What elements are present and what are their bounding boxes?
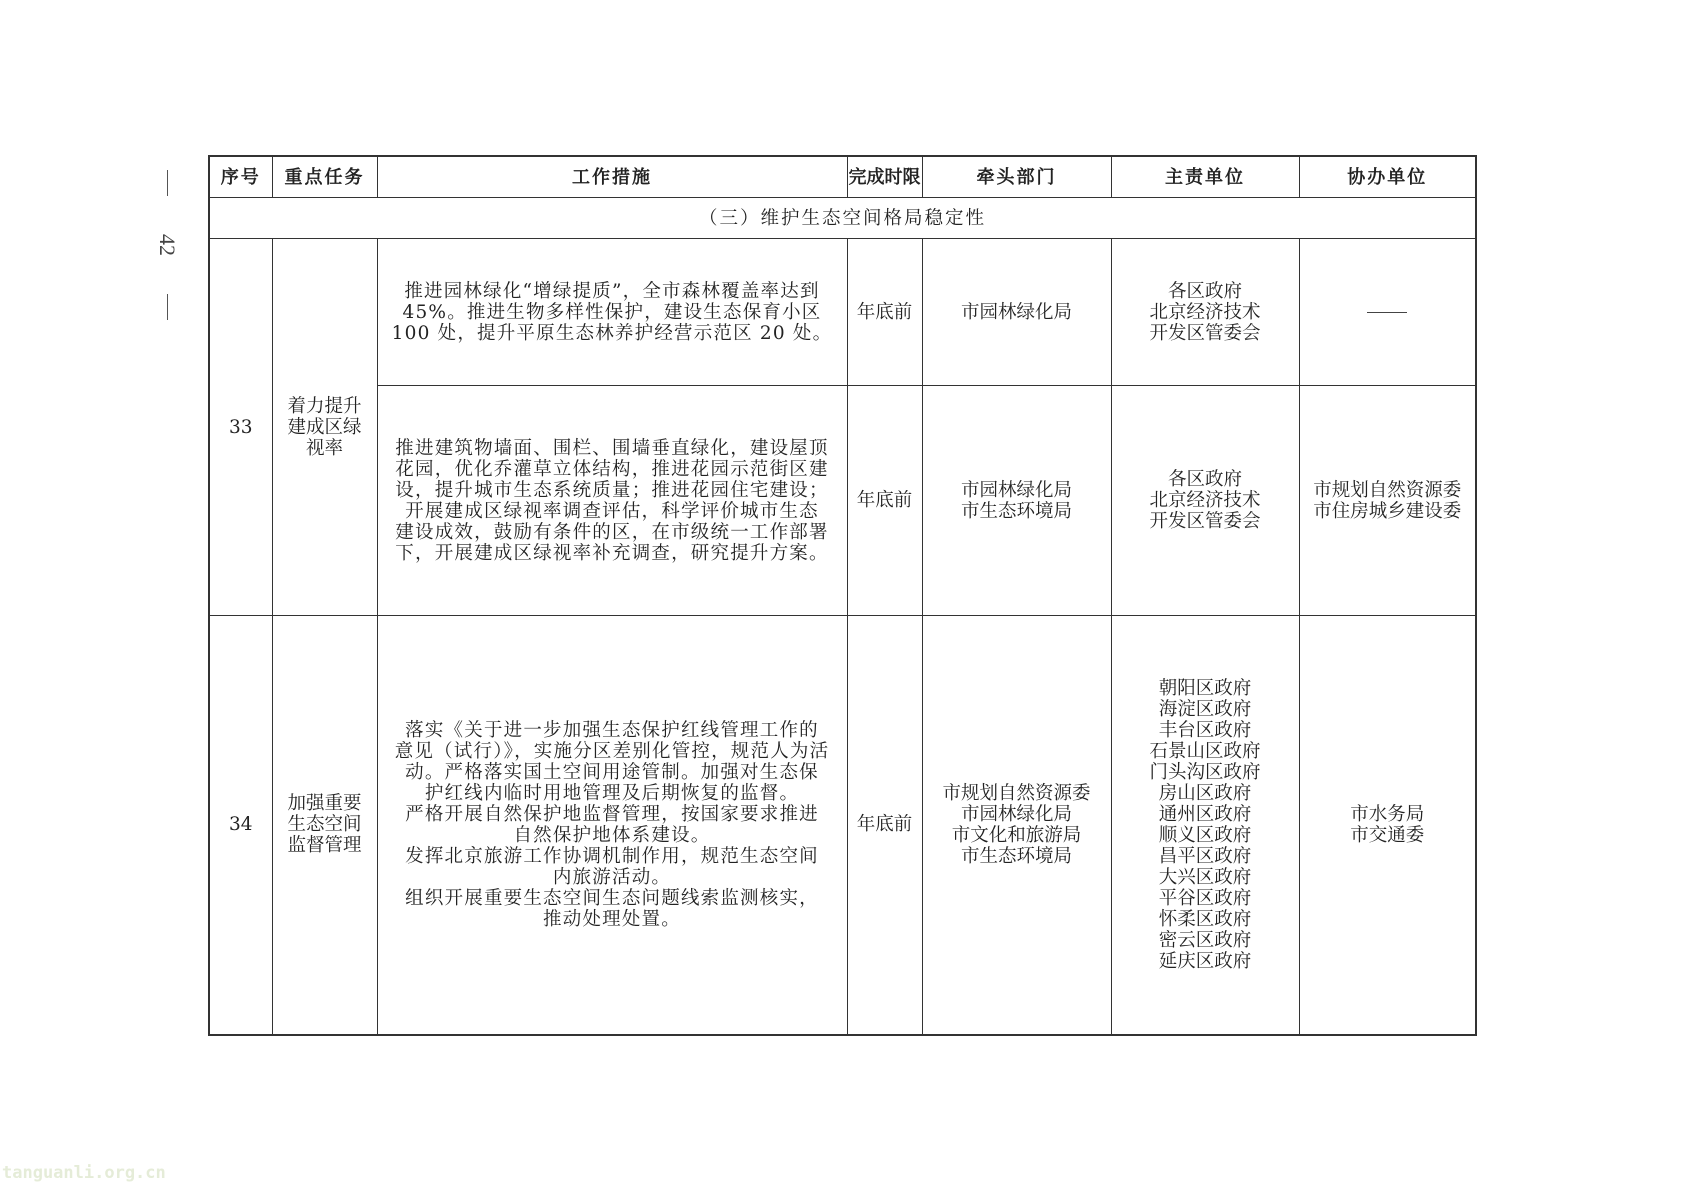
responsible-line: 昌平区政府 <box>1158 845 1252 867</box>
responsible-line: 开发区管委会 <box>1149 511 1261 532</box>
measure-line: 花园，优化乔灌草立体结构，推进花园示范街区建 <box>395 458 829 480</box>
measure-line: 内旅游活动。 <box>552 866 672 888</box>
measure-line: 推进建筑物墙面、围栏、围墙垂直绿化，建设屋顶 <box>395 437 829 459</box>
divider <box>167 170 168 196</box>
measure-line: 组织开展重要生态空间生态问题线索监测核实， <box>405 887 819 909</box>
header-deadline: 完成时限 <box>847 156 922 198</box>
responsible-line: 房山区政府 <box>1158 782 1252 804</box>
measure-line: 设，提升城市生态系统质量；推进花园住宅建设； <box>395 479 829 501</box>
lead-cell <box>922 386 1111 616</box>
deadline-cell: 年底前 <box>847 616 922 1035</box>
measure-line: 动。严格落实国土空间用途管制。加强对生态保 <box>405 761 819 783</box>
lead-line: 市生态环境局 <box>960 500 1072 522</box>
task-line: 建成区绿 <box>287 416 362 438</box>
task-table <box>208 155 1477 1036</box>
measure-line: 100 处，提升平原生态林养护经营示范区 20 处。 <box>391 322 833 344</box>
task-line: 加强重要 <box>287 793 362 815</box>
task-cell <box>272 616 377 1035</box>
watermark: tanguanli.org.cn <box>2 1163 166 1183</box>
measure-cell <box>377 616 847 1035</box>
assist-cell <box>1299 239 1476 386</box>
seq-cell: 33 <box>209 239 272 616</box>
table-row <box>209 386 1476 616</box>
measure-line: 建设成效，鼓励有条件的区，在市级统一工作部署 <box>395 521 829 543</box>
seq-cell: 34 <box>209 616 272 1035</box>
page-number-marker <box>152 170 182 320</box>
lead-line: 市园林绿化局 <box>960 803 1072 825</box>
measure-cell <box>377 386 847 616</box>
deadline-cell: 年底前 <box>847 239 922 386</box>
measure-line: 护红线内临时用地管理及后期恢复的监督。 <box>424 782 800 804</box>
section-row <box>209 198 1476 239</box>
header-measures: 工作措施 <box>377 156 847 198</box>
responsible-line: 密云区政府 <box>1158 929 1252 951</box>
task-line: 监督管理 <box>287 835 362 857</box>
responsible-line: 丰台区政府 <box>1158 719 1252 741</box>
header-task: 重点任务 <box>272 156 377 198</box>
lead-line: 市规划自然资源委 <box>942 782 1091 804</box>
measure-line: 严格开展自然保护地监督管理，按国家要求推进 <box>405 803 819 825</box>
measure-line: 推动处理处置。 <box>543 908 681 930</box>
responsible-line: 海淀区政府 <box>1158 698 1252 720</box>
responsible-line: 延庆区政府 <box>1158 950 1252 972</box>
header-seq: 序号 <box>209 156 272 198</box>
responsible-line: 北京经济技术 <box>1149 490 1261 511</box>
task-line: 着力提升 <box>287 395 362 417</box>
measure-line: 意见（试行）》，实施分区差别化管控，规范人为活 <box>394 740 830 762</box>
measure-line: 开展建成区绿视率调查评估，科学评价城市生态 <box>405 500 819 522</box>
assist-line: 市交通委 <box>1350 824 1425 846</box>
responsible-line: 朝阳区政府 <box>1158 677 1252 699</box>
measure-line: 落实《关于进一步加强生态保护红线管理工作的 <box>405 719 819 741</box>
page-number: 42 <box>155 234 180 256</box>
lead-line: 市园林绿化局 <box>960 301 1072 323</box>
empty-dash <box>1367 312 1407 313</box>
responsible-cell <box>1111 239 1299 386</box>
measure-line: 推进园林绿化“增绿提质”，全市森林覆盖率达到 <box>404 280 820 302</box>
divider <box>167 294 168 320</box>
responsible-line: 石景山区政府 <box>1149 740 1261 762</box>
lead-cell <box>922 616 1111 1035</box>
responsible-line: 平谷区政府 <box>1158 887 1252 909</box>
assist-cell <box>1299 616 1476 1035</box>
responsible-line: 北京经济技术 <box>1149 301 1261 323</box>
header-lead: 牵头部门 <box>922 156 1111 198</box>
header-responsible: 主责单位 <box>1111 156 1299 198</box>
responsible-line: 门头沟区政府 <box>1149 761 1261 783</box>
section-title: （三）维护生态空间格局稳定性 <box>209 198 1476 239</box>
task-line: 生态空间 <box>287 814 362 836</box>
measure-cell <box>377 239 847 386</box>
task-line: 视率 <box>305 437 343 459</box>
table-row <box>209 239 1476 386</box>
responsible-line: 各区政府 <box>1167 280 1242 302</box>
deadline-cell: 年底前 <box>847 386 922 616</box>
header-row <box>209 156 1476 198</box>
lead-line: 市园林绿化局 <box>960 479 1072 501</box>
header-assist: 协办单位 <box>1299 156 1476 198</box>
measure-line: 自然保护地体系建设。 <box>513 824 711 846</box>
measure-line: 45%。推进生物多样性保护，建设生态保育小区 <box>402 301 822 323</box>
assist-line: 市水务局 <box>1350 803 1425 825</box>
responsible-line: 怀柔区政府 <box>1158 908 1252 930</box>
table-row <box>209 616 1476 1035</box>
assist-cell <box>1299 386 1476 616</box>
responsible-line: 各区政府 <box>1167 469 1242 490</box>
responsible-line: 开发区管委会 <box>1149 322 1261 344</box>
measure-line: 下，开展建成区绿视率补充调查，研究提升方案。 <box>395 542 829 564</box>
responsible-line: 通州区政府 <box>1158 803 1252 825</box>
assist-line: 市住房城乡建设委 <box>1313 500 1462 522</box>
responsible-cell <box>1111 616 1299 1035</box>
measure-line: 发挥北京旅游工作协调机制作用，规范生态空间 <box>405 845 819 867</box>
lead-line: 市文化和旅游局 <box>951 824 1082 846</box>
responsible-line: 顺义区政府 <box>1158 824 1252 846</box>
responsible-line: 大兴区政府 <box>1158 866 1252 888</box>
lead-line: 市生态环境局 <box>960 845 1072 867</box>
lead-cell <box>922 239 1111 386</box>
task-cell <box>272 239 377 616</box>
assist-line: 市规划自然资源委 <box>1313 479 1462 501</box>
responsible-cell <box>1111 386 1299 616</box>
